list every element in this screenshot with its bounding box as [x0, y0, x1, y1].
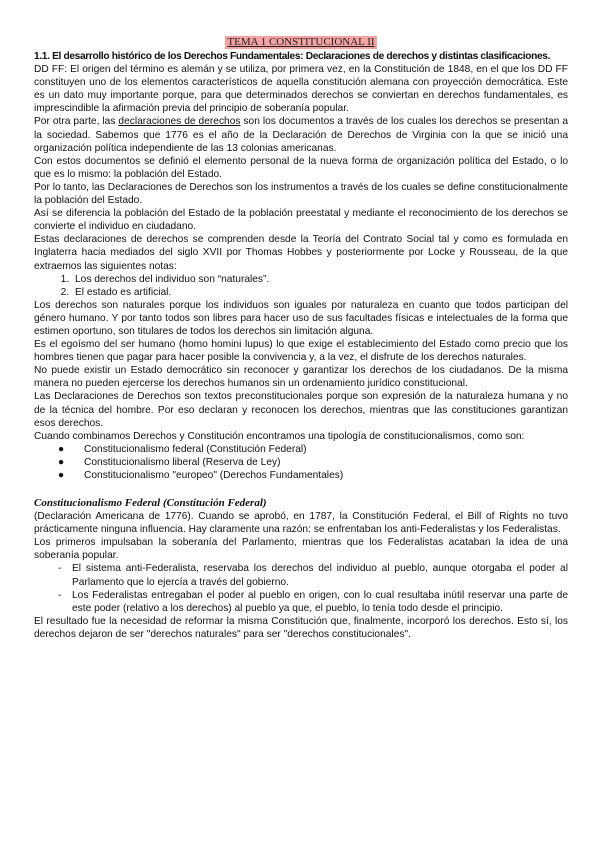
list-item [58, 469, 568, 482]
list-item: 1. Los derechos del individuo son “naturales”. [72, 273, 568, 286]
paragraph-sovereignty: Los primeros impulsaban la soberanía del Parlamento, mientras que los Federalistas acataban la idea de una soberanía popular. [34, 537, 568, 562]
paragraph-american-declaration: (Declaración Americana de 1776). Cuando se aprobó, en 1787, la Constitución Federal, el Bill of Rights no tuvo prácticamente ninguna influencia. Hay claramente una razón: se enfrentaban los anti-Federalistas y los Federalistas. [34, 511, 568, 536]
list-item [58, 443, 568, 456]
paragraph-result: El resultado fue la necesidad de reformar la misma Constitución que, finalmente, incorporó los derechos. Esto sí, los derechos dejaron de ser "derechos naturales" para ser "derechos constitucionales". [34, 615, 568, 640]
paragraph-declarations-rest: son los documentos a través de los cuales los derechos se presentan a la sociedad. Sabemos que 1776 es el año de la Declaración de Derechos de Virginia con la que se inició una organización política independiente de las 13 colonias americanas. [34, 116, 569, 154]
dash-icon: - [58, 563, 62, 575]
paragraph-natural-rights: Los derechos son naturales porque los individuos son iguales por naturaleza en cuanto que todos participan del género humano. Y por tanto todos son libres para hacer uso de sus facultades físicas e intelectuales de la forma que estimen oportuno, son titulares de todos los derechos sin limitación alguna. [34, 299, 568, 337]
paragraph-typology: Cuando combinamos Derechos y Constitución encontramos una tipología de constitucionalismos, como son: [34, 430, 525, 442]
bullet-icon: ● [58, 456, 65, 468]
paragraph-social-contract: Estas declaraciones de derechos se comprenden desde la Teoría del Contrato Social tal y como es formulada en Inglaterra hacia mediados del siglo XVII por Thomas Hobbes y posteriormente por Locke y Rousseau, de la que extraemos las siguientes notas: [34, 234, 568, 272]
list-item [58, 456, 568, 469]
paragraph-preconstitutional: Las Declaraciones de Derechos son textos preconstitucionales porque son expresión de la naturaleza humana y no de la técnica del hombre. Por eso declaran y reconocen los derechos, mientras que las constituciones garantizan esos derechos. [34, 391, 568, 429]
section-heading-federal: Constitucionalismo Federal (Constitución Federal) [34, 497, 267, 510]
list-item-text: Constitucionalismo federal (Constitución Federal) [84, 443, 307, 455]
dash-icon: - [58, 589, 62, 601]
paragraph-ddff-origin: DD FF: El origen del término es alemán y se utiliza, por primera vez, en la Constitución de 1848, en el que los DD FF constituyen uno de los elementos característicos de aquella constitución alemana con proyección democrática. Este es un dato muy importante porque, para que determinados derechos se conviertan en derechos fundamentales, es imprescindible la afirmación previa del principio de soberanía popular. [34, 64, 568, 115]
section-subtitle: 1.1. El desarrollo histórico de los Derechos Fundamentales: Declaraciones de derechos y distintas clasificaciones. [34, 51, 551, 63]
paragraph-democratic-state: No puede existir un Estado democrático sin reconocer y garantizar los derechos de los ciudadanos. De la misma manera no pueden ejercerse los derechos humanos sin un ordenamiento jurídico constitucional. [34, 365, 568, 390]
list-item-text: Los Federalistas entregaban el poder al pueblo en origen, con lo cual resultaba inútil reservar una parte de este poder (relativo a los derechos) al pueblo ya que, el pueblo, lo tenía todo desde el principio. [72, 589, 568, 614]
paragraph-population: Así se diferencia la población del Estado de la población preestatal y mediante el reconocimiento de los derechos se convierte el individuo en ciudadano. [34, 208, 568, 233]
document-title: TEMA 1 CONSTITUCIONAL II [227, 36, 375, 48]
title-wrap [34, 36, 568, 49]
list-item-text: Constitucionalismo liberal (Reserva de Ley) [84, 456, 281, 468]
list-item-text: El sistema anti-Federalista, reservaba los derechos del individuo al pueblo, aunque otorgaba el poder al Parlamento que lo ejercía a través del gobierno. [72, 563, 568, 588]
bullet-icon: ● [58, 443, 65, 455]
bullet-icon: ● [58, 470, 65, 481]
constitutionalism-types-list [34, 443, 568, 482]
declarations-underlined: declaraciones de derechos [118, 116, 241, 128]
paragraph-declarations [34, 115, 568, 154]
paragraph-egoism: Es el egoísmo del ser humano (homo homini lupus) lo que exige el establecimiento del Estado como precio que los hombres tienen que pagar para hacer posible la convivencia y, a la vez, el disfrute de los derechos naturales. [34, 339, 568, 364]
list-item-text: Constitucionalismo "europeo" (Derechos Fundamentales) [84, 470, 344, 481]
paragraph-personal-element: Con estos documentos se definió el elemento personal de la nueva forma de organización política del Estado, o lo que es lo mismo: la población del Estado. [34, 155, 568, 180]
positions-list [34, 562, 568, 614]
notes-list [34, 273, 568, 299]
list-item [58, 562, 568, 588]
paragraph-instruments: Por lo tanto, las Declaraciones de Derechos son los instrumentos a través de los cuales se define constitucionalmente la población del Estado. [34, 181, 568, 207]
list-item [58, 589, 568, 615]
list-item: 2. El estado es artificial. [72, 286, 568, 299]
paragraph-declarations-lead: Por otra parte, las [34, 116, 119, 128]
